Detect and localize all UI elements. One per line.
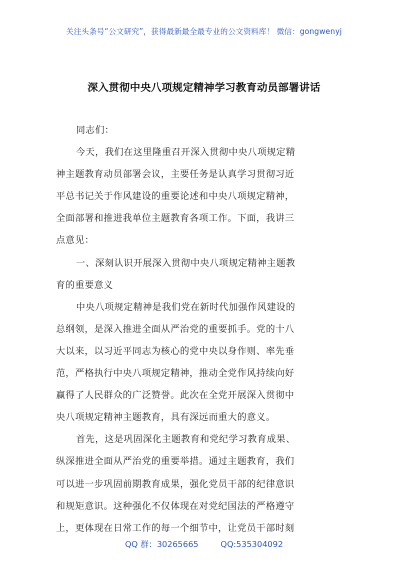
section-heading: 育的重要意义 xyxy=(56,279,114,291)
salutation: 同志们： xyxy=(76,125,115,136)
footer-qq: QQ:535304092 xyxy=(220,539,284,549)
body-line: 总纲领，是深入推进全面从严治党的重要抓手。党的十八 xyxy=(56,323,295,335)
body-line: 上，更体现在日常工作的每一个细节中，让党员干部时刻 xyxy=(56,522,295,534)
body-line: 今天，我们在这里隆重召开深入贯彻中央八项规定精 xyxy=(76,147,296,159)
body-line: 点意见： xyxy=(56,235,95,247)
body-line: 范，严格执行中央八项规定精神，推动全党作风持续向好 xyxy=(56,368,295,380)
document-body xyxy=(56,120,356,540)
body-line: 央八项规定精神主题教育，具有深远而重大的意义。 xyxy=(56,412,276,424)
footer-contact xyxy=(0,539,408,550)
body-line: 纵深推进全面从严治党的重要举措。通过主题教育，我们 xyxy=(56,456,295,468)
header-banner: 关注头条号“公文研究”，获得最新最全最专业的公文资料库！ 微信：gongwenyj xyxy=(66,27,342,36)
body-line: 大以来，以习近平同志为核心的党中央以身作则、率先垂 xyxy=(56,345,295,357)
body-line: 首先，这是巩固深化主题教育和党纪学习教育成果、 xyxy=(76,434,296,446)
body-line: 赢得了人民群众的广泛赞誉。此次在全党开展深入贯彻中 xyxy=(56,390,295,402)
body-line: 可以进一步巩固前期教育成果，强化党员干部的纪律意识 xyxy=(56,478,295,490)
body-line: 神主题教育动员部署会议，主要任务是认真学习贯彻习近 xyxy=(56,169,295,181)
body-line: 中央八项规定精神是我们党在新时代加强作风建设的 xyxy=(76,301,296,313)
footer-qq-group: QQ 群：30265665 xyxy=(124,539,199,549)
section-heading: 一、深刻认识开展深入贯彻中央八项规定精神主题教 xyxy=(76,257,296,269)
body-line: 和规矩意识。这种强化不仅体现在对党纪国法的严格遵守 xyxy=(56,500,295,512)
body-line: 全面部署和推进我单位主题教育各项工作。下面，我讲三 xyxy=(56,213,295,225)
body-line: 平总书记关于作风建设的重要论述和中央八项规定精神， xyxy=(56,191,295,203)
document-title: 深入贯彻中央八项规定精神学习教育动员部署讲话 xyxy=(87,82,321,94)
